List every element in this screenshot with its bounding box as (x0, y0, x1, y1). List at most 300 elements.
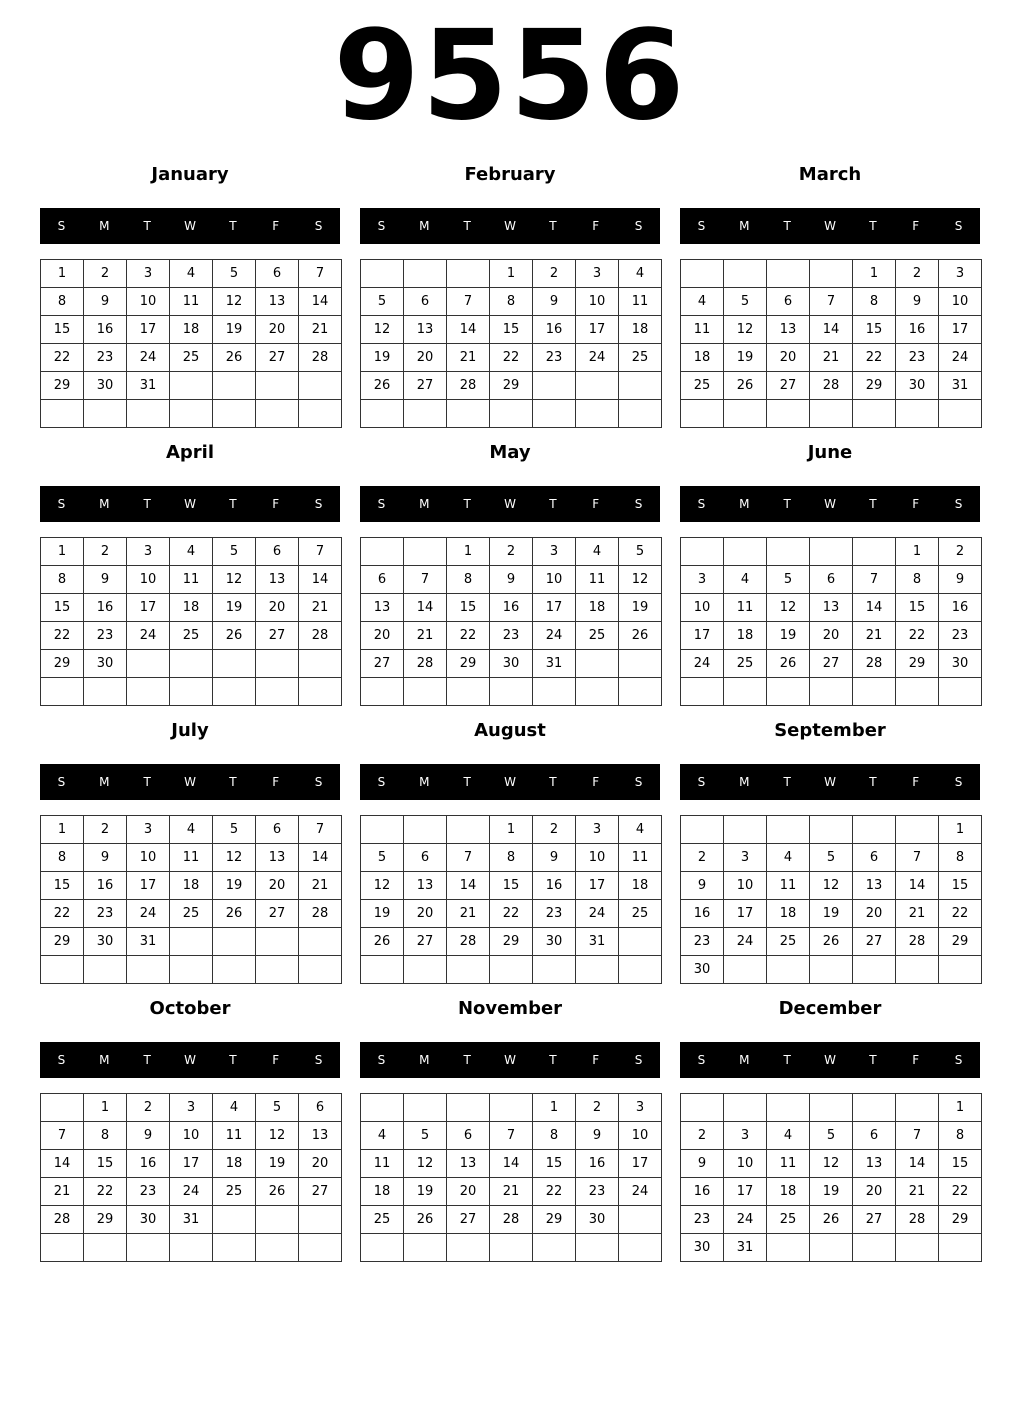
weekday-label: T (869, 219, 877, 233)
day-cell: 13 (256, 844, 299, 872)
weekday-label: T (463, 497, 471, 511)
empty-day-cell (299, 678, 342, 706)
day-cell: 17 (724, 1178, 767, 1206)
day-cell: 1 (853, 260, 896, 288)
weekday-header (680, 764, 980, 800)
empty-day-cell (853, 678, 896, 706)
day-cell: 24 (170, 1178, 213, 1206)
empty-day-cell (404, 538, 447, 566)
weekday-label: T (229, 1053, 237, 1067)
day-cell: 20 (447, 1178, 490, 1206)
day-cell: 26 (213, 900, 256, 928)
empty-day-cell (447, 260, 490, 288)
day-cell: 16 (681, 1178, 724, 1206)
empty-day-cell (896, 1234, 939, 1262)
day-cell: 20 (853, 900, 896, 928)
empty-day-cell (939, 1234, 982, 1262)
empty-day-cell (170, 956, 213, 984)
day-cell: 15 (490, 316, 533, 344)
day-cell: 28 (490, 1206, 533, 1234)
empty-day-cell (256, 956, 299, 984)
day-cell: 22 (84, 1178, 127, 1206)
day-cell: 4 (361, 1122, 404, 1150)
empty-day-cell (299, 372, 342, 400)
day-cell: 6 (853, 844, 896, 872)
weekday-label: T (869, 497, 877, 511)
day-cell: 19 (213, 594, 256, 622)
empty-day-cell (404, 400, 447, 428)
day-cell: 18 (767, 1178, 810, 1206)
empty-day-cell (361, 816, 404, 844)
day-cell: 13 (810, 594, 853, 622)
weekday-label: M (419, 1053, 430, 1067)
empty-day-cell (853, 538, 896, 566)
day-cell: 9 (84, 288, 127, 316)
day-cell: 31 (724, 1234, 767, 1262)
day-cell: 9 (533, 288, 576, 316)
day-cell: 14 (896, 1150, 939, 1178)
weekday-label: M (419, 219, 430, 233)
day-cell: 9 (681, 1150, 724, 1178)
day-cell: 17 (576, 316, 619, 344)
weekday-label: W (504, 219, 516, 233)
day-cell: 28 (404, 650, 447, 678)
day-cell: 18 (767, 900, 810, 928)
month-name: April (165, 442, 215, 463)
day-cell: 21 (896, 1178, 939, 1206)
empty-day-cell (619, 678, 662, 706)
empty-day-cell (127, 678, 170, 706)
weekday-label: T (783, 497, 791, 511)
day-cell: 20 (404, 344, 447, 372)
day-cell: 23 (84, 344, 127, 372)
day-cell: 23 (896, 344, 939, 372)
day-cell: 13 (853, 872, 896, 900)
day-cell: 22 (490, 900, 533, 928)
day-cell: 5 (361, 288, 404, 316)
day-cell: 23 (533, 900, 576, 928)
empty-day-cell (84, 678, 127, 706)
empty-day-cell (576, 1234, 619, 1262)
day-cell: 5 (256, 1094, 299, 1122)
empty-day-cell (724, 538, 767, 566)
empty-day-cell (170, 928, 213, 956)
day-cell: 6 (447, 1122, 490, 1150)
day-cell: 1 (41, 260, 84, 288)
empty-day-cell (447, 816, 490, 844)
day-cell: 22 (41, 900, 84, 928)
day-cell: 13 (256, 288, 299, 316)
month-july (40, 716, 342, 986)
weekday-label: S (954, 775, 963, 789)
day-cell: 2 (84, 538, 127, 566)
day-cell: 11 (724, 594, 767, 622)
empty-day-cell (299, 1206, 342, 1234)
day-cell: 21 (447, 344, 490, 372)
empty-day-cell (810, 816, 853, 844)
day-cell: 23 (939, 622, 982, 650)
weekday-label: S (314, 775, 323, 789)
day-cell: 3 (127, 260, 170, 288)
day-cell: 30 (533, 928, 576, 956)
day-cell: 3 (939, 260, 982, 288)
day-cell: 26 (767, 650, 810, 678)
weekday-label: M (99, 219, 110, 233)
day-cell: 7 (299, 538, 342, 566)
empty-day-cell (896, 400, 939, 428)
weekday-label: F (912, 1053, 920, 1067)
day-grid (40, 815, 342, 984)
day-cell: 1 (490, 816, 533, 844)
day-cell: 5 (767, 566, 810, 594)
weekday-label: T (549, 219, 557, 233)
day-cell: 15 (41, 872, 84, 900)
day-cell: 12 (256, 1122, 299, 1150)
day-cell: 26 (361, 372, 404, 400)
day-cell: 28 (447, 928, 490, 956)
day-cell: 9 (127, 1122, 170, 1150)
day-cell: 3 (724, 844, 767, 872)
day-cell: 26 (404, 1206, 447, 1234)
empty-day-cell (533, 1234, 576, 1262)
day-cell: 2 (490, 538, 533, 566)
empty-day-cell (299, 1234, 342, 1262)
day-cell: 14 (490, 1150, 533, 1178)
day-grid (680, 537, 982, 706)
month-name: February (464, 164, 556, 185)
empty-day-cell (361, 400, 404, 428)
empty-day-cell (213, 928, 256, 956)
day-cell: 16 (127, 1150, 170, 1178)
day-cell: 20 (810, 622, 853, 650)
empty-day-cell (299, 650, 342, 678)
day-cell: 4 (170, 538, 213, 566)
weekday-label: S (954, 219, 963, 233)
day-cell: 26 (810, 1206, 853, 1234)
empty-day-cell (619, 928, 662, 956)
empty-day-cell (404, 678, 447, 706)
empty-day-cell (896, 1094, 939, 1122)
day-cell: 2 (533, 816, 576, 844)
empty-day-cell (810, 1234, 853, 1262)
day-cell: 2 (84, 816, 127, 844)
empty-day-cell (853, 1234, 896, 1262)
day-cell: 20 (361, 622, 404, 650)
day-cell: 31 (127, 372, 170, 400)
day-cell: 1 (41, 538, 84, 566)
day-cell: 3 (170, 1094, 213, 1122)
weekday-label: S (377, 497, 386, 511)
day-cell: 3 (576, 816, 619, 844)
day-cell: 5 (724, 288, 767, 316)
empty-day-cell (939, 956, 982, 984)
day-cell: 3 (533, 538, 576, 566)
day-cell: 10 (170, 1122, 213, 1150)
day-cell: 11 (170, 566, 213, 594)
empty-day-cell (361, 538, 404, 566)
day-cell: 1 (447, 538, 490, 566)
day-cell: 25 (170, 344, 213, 372)
day-cell: 19 (361, 344, 404, 372)
day-cell: 2 (576, 1094, 619, 1122)
day-cell: 11 (767, 872, 810, 900)
month-june (680, 438, 982, 708)
day-cell: 4 (681, 288, 724, 316)
weekday-label: W (504, 775, 516, 789)
weekday-label: W (184, 775, 196, 789)
empty-day-cell (490, 1234, 533, 1262)
empty-day-cell (127, 650, 170, 678)
day-cell: 26 (213, 344, 256, 372)
empty-day-cell (170, 372, 213, 400)
day-cell: 18 (681, 344, 724, 372)
empty-day-cell (256, 928, 299, 956)
empty-day-cell (490, 1094, 533, 1122)
day-cell: 16 (576, 1150, 619, 1178)
day-cell: 25 (170, 622, 213, 650)
weekday-label: S (377, 1053, 386, 1067)
day-cell: 24 (939, 344, 982, 372)
empty-day-cell (404, 956, 447, 984)
day-cell: 19 (213, 872, 256, 900)
day-cell: 16 (533, 316, 576, 344)
weekday-label: T (143, 497, 151, 511)
weekday-label: T (463, 219, 471, 233)
day-cell: 3 (681, 566, 724, 594)
empty-day-cell (533, 372, 576, 400)
weekday-label: S (57, 775, 66, 789)
day-cell: 8 (490, 844, 533, 872)
empty-day-cell (361, 1234, 404, 1262)
day-cell: 17 (681, 622, 724, 650)
day-grid (360, 815, 662, 984)
weekday-label: W (824, 775, 836, 789)
empty-day-cell (853, 400, 896, 428)
weekday-label: W (184, 497, 196, 511)
weekday-label: S (697, 775, 706, 789)
empty-day-cell (767, 1234, 810, 1262)
day-cell: 10 (127, 288, 170, 316)
weekday-label: S (57, 497, 66, 511)
day-cell: 6 (299, 1094, 342, 1122)
day-cell: 6 (853, 1122, 896, 1150)
empty-day-cell (447, 1094, 490, 1122)
month-september (680, 716, 982, 986)
day-cell: 21 (896, 900, 939, 928)
month-february (360, 160, 662, 430)
weekday-label: S (377, 775, 386, 789)
weekday-label: T (869, 775, 877, 789)
empty-day-cell (767, 538, 810, 566)
weekday-label: W (184, 219, 196, 233)
weekday-label: S (697, 1053, 706, 1067)
empty-day-cell (853, 956, 896, 984)
weekday-label: M (739, 1053, 750, 1067)
day-cell: 2 (84, 260, 127, 288)
day-cell: 5 (619, 538, 662, 566)
day-cell: 29 (533, 1206, 576, 1234)
day-cell: 22 (41, 622, 84, 650)
empty-day-cell (810, 400, 853, 428)
day-cell: 14 (41, 1150, 84, 1178)
day-cell: 6 (256, 538, 299, 566)
day-cell: 4 (619, 816, 662, 844)
day-cell: 7 (299, 260, 342, 288)
day-cell: 25 (576, 622, 619, 650)
day-cell: 30 (576, 1206, 619, 1234)
day-cell: 1 (939, 1094, 982, 1122)
day-cell: 16 (533, 872, 576, 900)
day-cell: 12 (724, 316, 767, 344)
month-november (360, 994, 662, 1264)
day-cell: 29 (41, 650, 84, 678)
day-cell: 13 (447, 1150, 490, 1178)
day-cell: 1 (533, 1094, 576, 1122)
day-cell: 23 (681, 928, 724, 956)
empty-day-cell (619, 650, 662, 678)
day-cell: 11 (619, 288, 662, 316)
day-cell: 9 (490, 566, 533, 594)
day-cell: 14 (853, 594, 896, 622)
day-cell: 19 (619, 594, 662, 622)
day-cell: 14 (896, 872, 939, 900)
day-cell: 29 (41, 372, 84, 400)
empty-day-cell (256, 678, 299, 706)
weekday-label: F (592, 219, 600, 233)
empty-day-cell (724, 260, 767, 288)
day-cell: 29 (939, 928, 982, 956)
weekday-label: S (954, 1053, 963, 1067)
day-cell: 9 (84, 566, 127, 594)
day-cell: 15 (41, 316, 84, 344)
day-cell: 2 (127, 1094, 170, 1122)
empty-day-cell (619, 1234, 662, 1262)
day-cell: 21 (299, 316, 342, 344)
day-grid (680, 259, 982, 428)
empty-day-cell (361, 678, 404, 706)
weekday-label: T (549, 1053, 557, 1067)
weekday-label: F (592, 775, 600, 789)
empty-day-cell (490, 956, 533, 984)
empty-day-cell (810, 956, 853, 984)
day-cell: 23 (490, 622, 533, 650)
month-name: May (489, 442, 531, 463)
weekday-label: S (57, 219, 66, 233)
day-cell: 27 (256, 344, 299, 372)
empty-day-cell (213, 650, 256, 678)
day-cell: 26 (256, 1178, 299, 1206)
day-cell: 18 (724, 622, 767, 650)
day-cell: 22 (896, 622, 939, 650)
day-cell: 16 (84, 316, 127, 344)
empty-day-cell (41, 400, 84, 428)
day-cell: 25 (767, 1206, 810, 1234)
day-cell: 10 (127, 566, 170, 594)
empty-day-cell (681, 1094, 724, 1122)
day-cell: 22 (939, 900, 982, 928)
empty-day-cell (576, 372, 619, 400)
day-cell: 10 (533, 566, 576, 594)
day-cell: 23 (84, 900, 127, 928)
weekday-label: W (504, 1053, 516, 1067)
day-cell: 11 (170, 288, 213, 316)
day-cell: 19 (361, 900, 404, 928)
month-december (680, 994, 982, 1264)
day-cell: 6 (256, 260, 299, 288)
day-cell: 6 (404, 844, 447, 872)
weekday-header (680, 208, 980, 244)
day-cell: 15 (84, 1150, 127, 1178)
day-cell: 30 (681, 956, 724, 984)
weekday-header (360, 208, 660, 244)
day-cell: 21 (447, 900, 490, 928)
day-cell: 5 (810, 1122, 853, 1150)
day-cell: 10 (576, 844, 619, 872)
empty-day-cell (170, 650, 213, 678)
day-cell: 10 (939, 288, 982, 316)
day-cell: 24 (724, 1206, 767, 1234)
day-cell: 22 (41, 344, 84, 372)
day-cell: 10 (576, 288, 619, 316)
empty-day-cell (170, 678, 213, 706)
day-cell: 11 (361, 1150, 404, 1178)
day-cell: 21 (299, 594, 342, 622)
day-cell: 15 (447, 594, 490, 622)
day-cell: 7 (447, 288, 490, 316)
day-cell: 20 (767, 344, 810, 372)
day-cell: 25 (619, 900, 662, 928)
day-cell: 9 (939, 566, 982, 594)
day-cell: 17 (724, 900, 767, 928)
weekday-label: F (912, 219, 920, 233)
empty-day-cell (576, 650, 619, 678)
day-cell: 21 (404, 622, 447, 650)
day-cell: 15 (853, 316, 896, 344)
empty-day-cell (170, 1234, 213, 1262)
day-cell: 12 (810, 872, 853, 900)
day-cell: 19 (213, 316, 256, 344)
day-cell: 14 (299, 844, 342, 872)
day-cell: 12 (361, 316, 404, 344)
empty-day-cell (724, 956, 767, 984)
day-cell: 13 (404, 316, 447, 344)
empty-day-cell (681, 816, 724, 844)
day-cell: 30 (84, 650, 127, 678)
empty-day-cell (619, 400, 662, 428)
day-cell: 23 (127, 1178, 170, 1206)
day-cell: 31 (939, 372, 982, 400)
empty-day-cell (724, 678, 767, 706)
day-cell: 6 (810, 566, 853, 594)
day-cell: 20 (853, 1178, 896, 1206)
month-august (360, 716, 662, 986)
empty-day-cell (810, 678, 853, 706)
weekday-header (360, 764, 660, 800)
day-cell: 8 (490, 288, 533, 316)
day-cell: 9 (533, 844, 576, 872)
empty-day-cell (810, 538, 853, 566)
day-cell: 6 (361, 566, 404, 594)
day-cell: 31 (170, 1206, 213, 1234)
weekday-label: S (634, 497, 643, 511)
day-cell: 24 (127, 622, 170, 650)
day-cell: 2 (533, 260, 576, 288)
day-cell: 1 (490, 260, 533, 288)
empty-day-cell (681, 678, 724, 706)
day-cell: 25 (767, 928, 810, 956)
weekday-label: T (783, 775, 791, 789)
month-name: November (457, 998, 563, 1019)
